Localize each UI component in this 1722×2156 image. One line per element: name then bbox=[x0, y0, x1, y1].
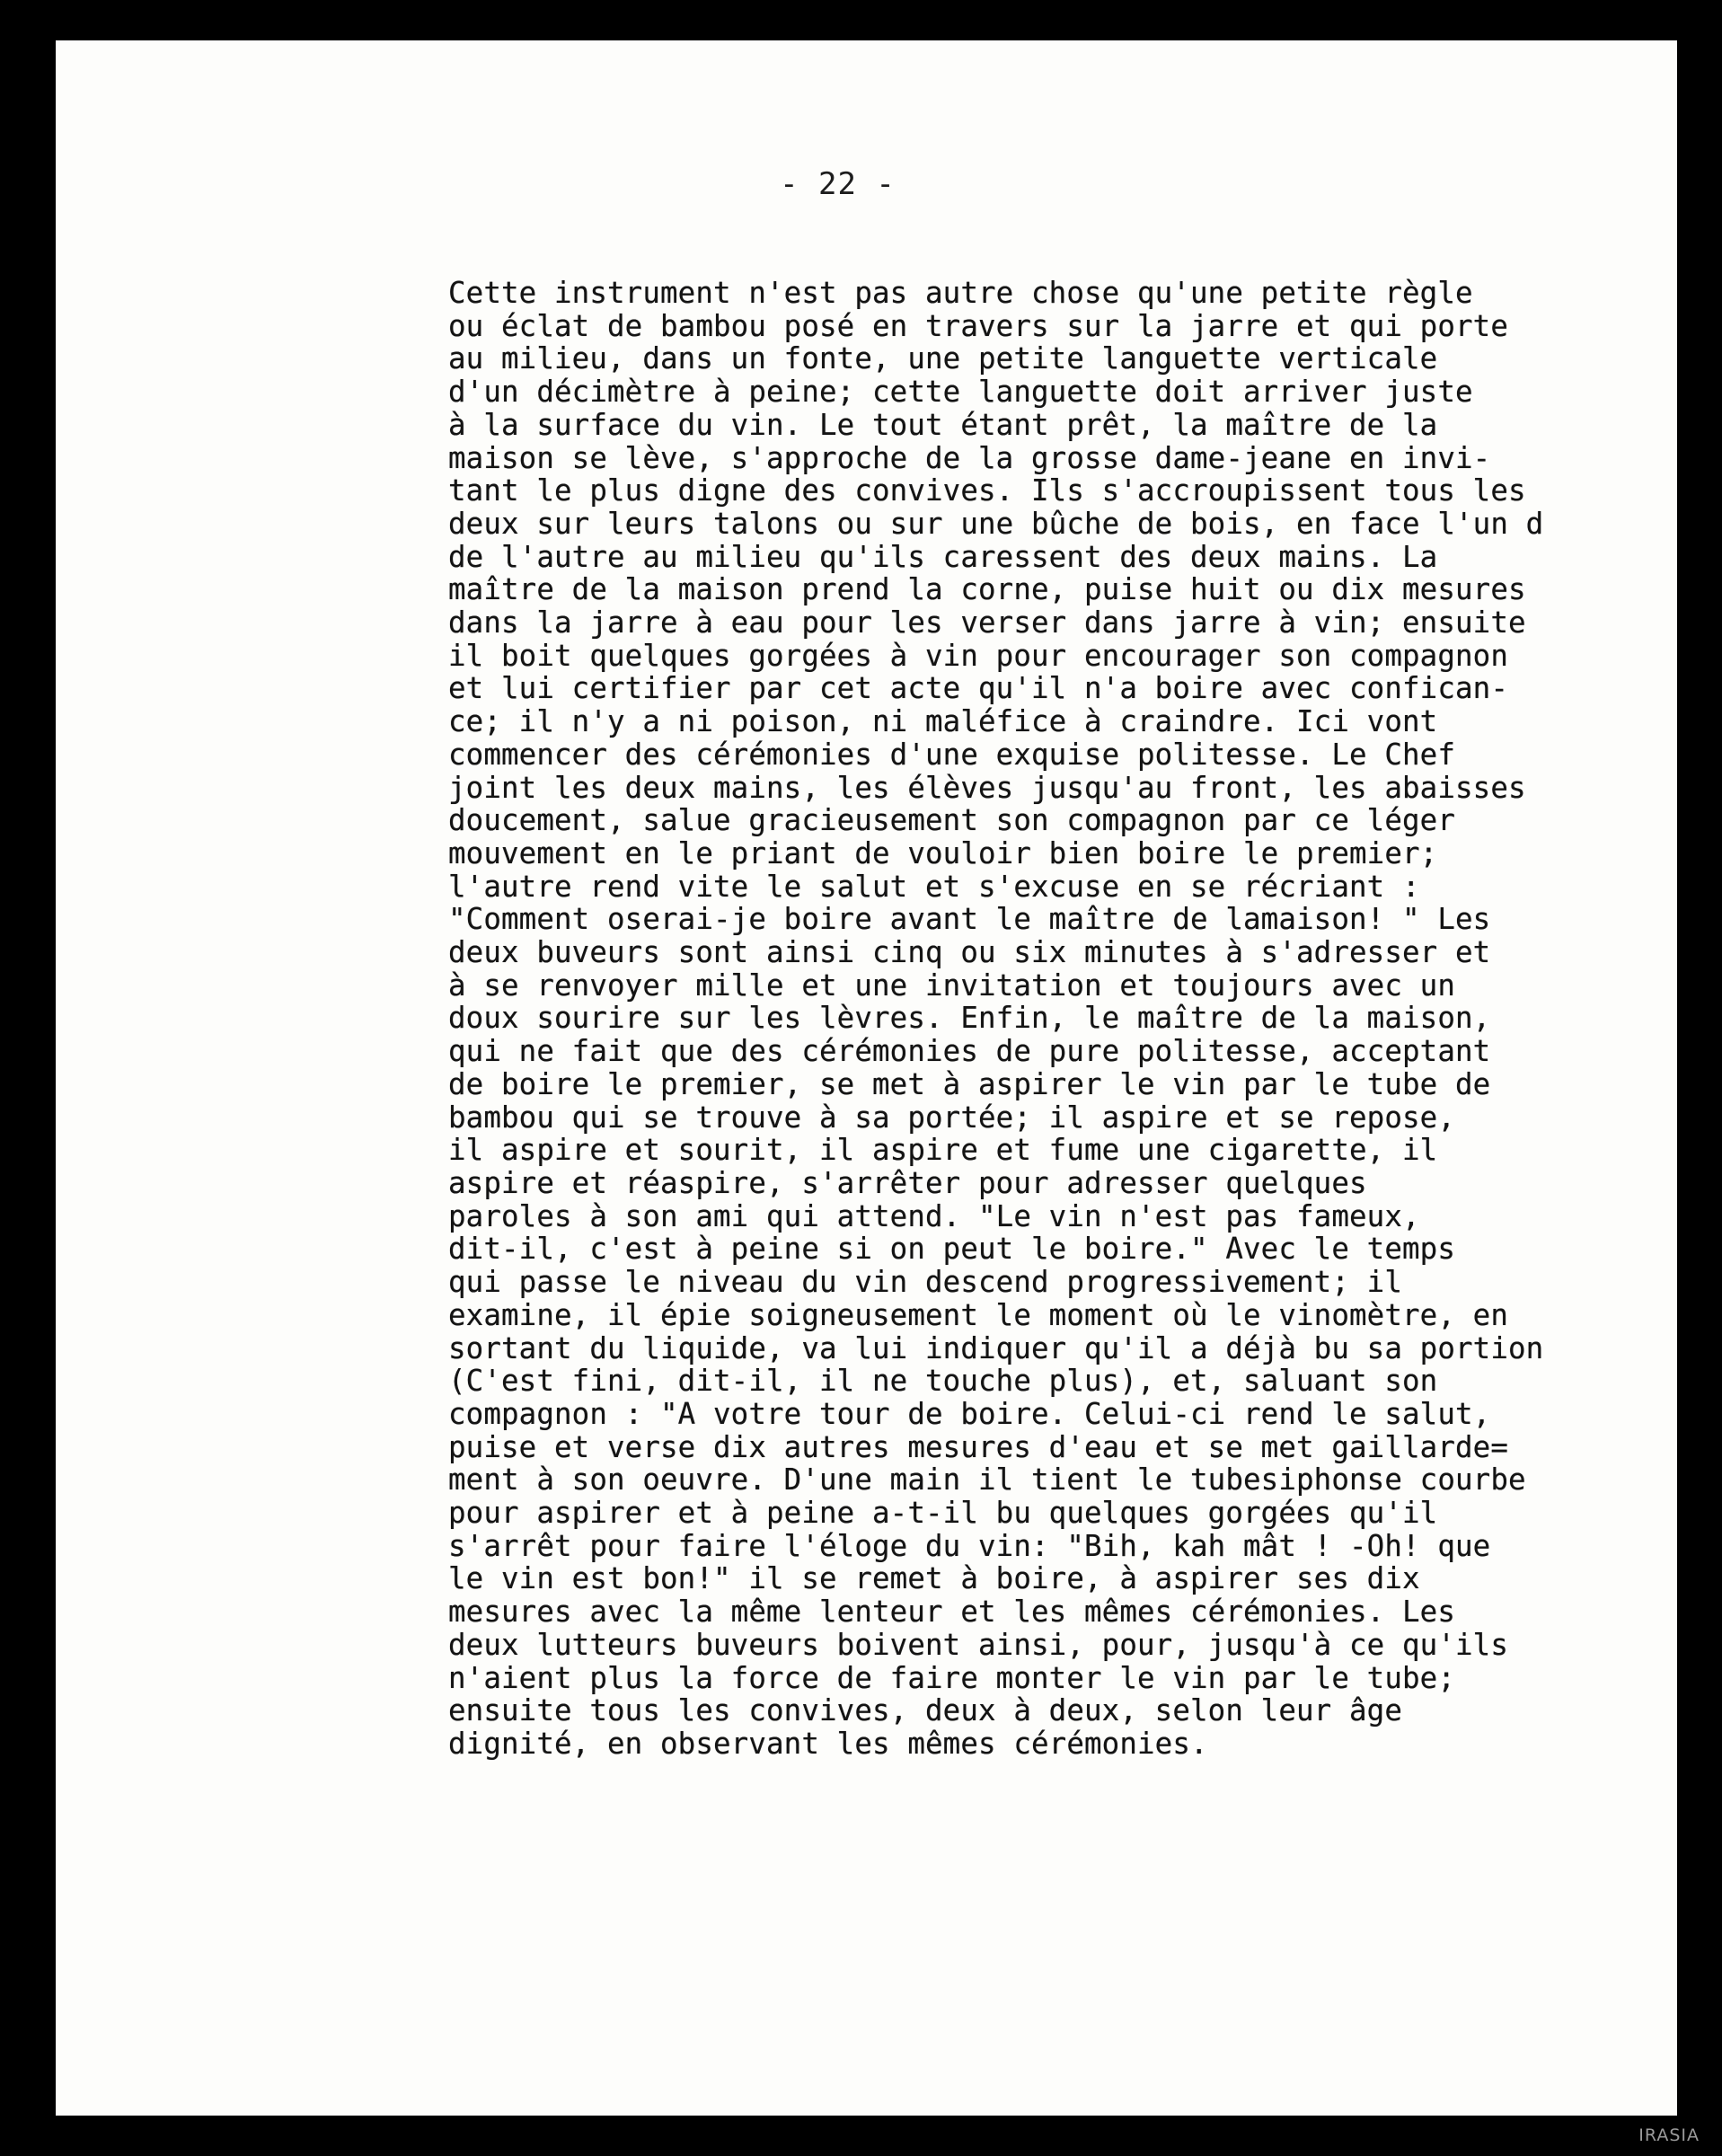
text-line: ment à son oeuvre. D'une main il tient le tubesiphonse courbe bbox=[448, 1462, 1526, 1498]
text-line: "Comment oserai-je boire avant le maître de lamaison! " Les bbox=[448, 902, 1491, 937]
page-number: - 22 - bbox=[780, 166, 896, 202]
text-line: pour aspirer et à peine a-t-il bu quelques gorgées qu'il bbox=[448, 1496, 1438, 1531]
text-line: maître de la maison prend la corne, puise huit ou dix mesures bbox=[448, 572, 1526, 607]
text-line: dit-il, c'est à peine si on peut le boire." Avec le temps bbox=[448, 1232, 1455, 1267]
text-line: paroles à son ami qui attend. "Le vin n'est pas fameux, bbox=[448, 1198, 1420, 1233]
text-line: dans la jarre à eau pour les verser dans jarre à vin; ensuite bbox=[448, 605, 1526, 641]
document-page bbox=[56, 40, 1677, 2116]
text-line: doux sourire sur les lèvres. Enfin, le maître de la maison, bbox=[448, 1001, 1491, 1036]
text-line: compagnon : "A votre tour de boire. Celui-ci rend le salut, bbox=[448, 1396, 1491, 1431]
text-line: tant le plus digne des convives. Ils s'accroupissent tous les bbox=[448, 473, 1526, 508]
text-line: deux lutteurs buveurs boivent ainsi, pour, jusqu'à ce qu'ils bbox=[448, 1627, 1508, 1662]
text-line: et lui certifier par cet acte qu'il n'a boire avec confican- bbox=[448, 671, 1508, 706]
body-text bbox=[448, 277, 1679, 1761]
text-line: mouvement en le priant de vouloir bien boire le premier; bbox=[448, 835, 1438, 870]
text-line: ou éclat de bambou posé en travers sur la jarre et qui porte bbox=[448, 308, 1508, 343]
text-line: s'arrêt pour faire l'éloge du vin: "Bih, kah mât ! -Oh! que bbox=[448, 1528, 1491, 1563]
text-line: n'aient plus la force de faire monter le vin par le tube; bbox=[448, 1660, 1455, 1695]
text-line: l'autre rend vite le salut et s'excuse en se récriant : bbox=[448, 869, 1420, 904]
text-line: mesures avec la même lenteur et les mêmes cérémonies. Les bbox=[448, 1595, 1455, 1630]
text-line: de l'autre au milieu qu'ils caressent des deux mains. La bbox=[448, 539, 1438, 574]
text-line: au milieu, dans un fonte, une petite languette verticale bbox=[448, 341, 1438, 376]
text-line: qui passe le niveau du vin descend progressivement; il bbox=[448, 1265, 1402, 1300]
watermark: IRASIA bbox=[1638, 2125, 1700, 2145]
text-line: sortant du liquide, va lui indiquer qu'il a déjà bu sa portion bbox=[448, 1330, 1544, 1365]
text-line: de boire le premier, se met à aspirer le vin par le tube de bbox=[448, 1066, 1491, 1101]
text-line: commencer des cérémonies d'une exquise politesse. Le Chef bbox=[448, 737, 1455, 772]
text-line: doucement, salue gracieusement son compagnon par ce léger bbox=[448, 803, 1455, 838]
text-line: qui ne fait que des cérémonies de pure politesse, acceptant bbox=[448, 1034, 1491, 1069]
text-line: il boit quelques gorgées à vin pour encourager son compagnon bbox=[448, 638, 1508, 673]
text-line: ensuite tous les convives, deux à deux, selon leur âge bbox=[448, 1693, 1402, 1728]
text-line: à la surface du vin. Le tout étant prêt, la maître de la bbox=[448, 407, 1438, 442]
text-line: dignité, en observant les mêmes cérémonies. bbox=[448, 1726, 1208, 1761]
text-line: aspire et réaspire, s'arrêter pour adresser quelques bbox=[448, 1165, 1367, 1200]
text-line: puise et verse dix autres mesures d'eau et se met gaillarde= bbox=[448, 1429, 1508, 1464]
text-line: à se renvoyer mille et une invitation et toujours avec un bbox=[448, 968, 1455, 1003]
text-line: il aspire et sourit, il aspire et fume une cigarette, il bbox=[448, 1133, 1438, 1168]
text-line: ce; il n'y a ni poison, ni maléfice à craindre. Ici vont bbox=[448, 704, 1438, 739]
text-line: Cette instrument n'est pas autre chose qu'une petite règle bbox=[448, 276, 1473, 310]
text-line: le vin est bon!" il se remet à boire, à aspirer ses dix bbox=[448, 1561, 1420, 1596]
text-line: maison se lève, s'approche de la grosse dame-jeane en invi- bbox=[448, 440, 1491, 475]
text-line: joint les deux mains, les élèves jusqu'au front, les abaisses bbox=[448, 770, 1526, 805]
text-line: deux sur leurs talons ou sur une bûche de bois, en face l'un d bbox=[448, 506, 1544, 541]
text-line: bambou qui se trouve à sa portée; il aspire et se repose, bbox=[448, 1100, 1455, 1135]
text-line: d'un décimètre à peine; cette languette doit arriver juste bbox=[448, 375, 1473, 410]
text-line: (C'est fini, dit-il, il ne touche plus), et, saluant son bbox=[448, 1364, 1438, 1399]
text-line: deux buveurs sont ainsi cinq ou six minutes à s'adresser et bbox=[448, 935, 1491, 970]
text-line: examine, il épie soigneusement le moment où le vinomètre, en bbox=[448, 1297, 1508, 1332]
